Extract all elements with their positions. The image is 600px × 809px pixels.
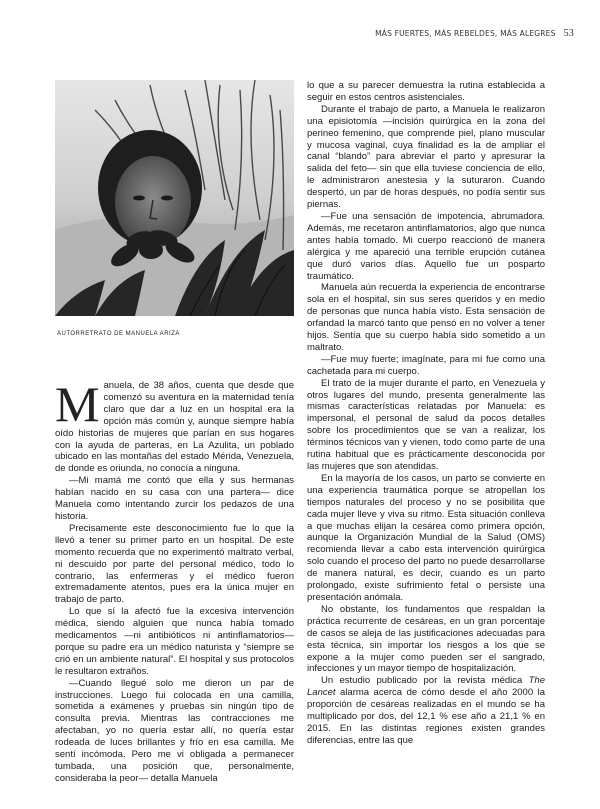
right-column [307, 80, 545, 747]
paragraph: Precisamente este desconocimiento fue lo que la llevó a tener su primer parto en un hospital. De este momento recuerda que no experimentó maltrato verbal, ni descuido por parte del personal médico, todo lo contrario, las enfermeras y el médico fueron extremadamente atentos, pues era la única mujer en trabajo de parto. [55, 522, 294, 606]
running-title: MÁS FUERTES, MÁS REBELDES, MÁS ALEGRES [375, 29, 556, 38]
paragraph [307, 675, 545, 746]
paragraph-text: anuela, de 38 años, cuenta que desde que comenzó su aventura en la maternidad tenía claro que dar a luz en un hospital era la opción más común y, aunque siempre había oído historias de mujeres que parían en sus hogares con la ayuda de parteras, en La Azulita, un poblado ubicado en las montañas del estado Mérida, Venezuela, de donde es oriunda, no conocía a ninguna. [55, 380, 294, 475]
left-column [55, 376, 294, 785]
page-number: 53 [563, 28, 574, 39]
paragraph: En la mayoría de los casos, un parto se convierte en una experiencia traumática porque se atropellan los tiempos naturales del proceso y no se posibilita que cada mujer lleve y viva su ritmo. Esta situación conlleva a que muchas elijan la cesárea como primera opción, aunque la Organización Mundial de la Salud (OMS) recomienda llevar a cabo esta intervención quirúrgica solo cuando el proceso del parto no puede desarrollarse de manera natural, es decir, cuando es un parto prolongado, existe sufrimiento fetal o persiste una presentación anómala. [307, 472, 545, 603]
paragraph: Lo que sí la afectó fue la excesiva intervención médica, siendo alguien que nunca había tomado medicamentos —ni antibióticos ni antinflamatorios— porque su padre era un médico naturista y “siempre se crió en un ambiente natural”. El hospital y sus protocolos le resultaron extraños. [55, 606, 294, 677]
paragraph-text: Un estudio publicado por la revista médica [321, 675, 529, 687]
paragraph: No obstante, los fundamentos que respaldan la práctica recurrente de cesáreas, en un gran porcentaje de casos se aleja de las justificaciones adecuadas para esta técnica, sin importar los riesgos a los que se expone a la mujer como pueden ser el sangrado, infecciones y un mayor tiempo de hospitalización. [307, 603, 545, 675]
paragraph: El trato de la mujer durante el parto, en Venezuela y otros lugares del mundo, presenta generalmente las mismas características relatadas por Manuela: es impersonal, el personal de salud da pocos detalles sobre los procedimientos que se van a realizar, los términos técnicos van y vienen, todo como parte de una rutina habitual que es prácticamente desconocida por las mujeres que son atendidas. [307, 377, 545, 472]
paragraph-text: alarma acerca de cómo desde el año 2000 la proporción de cesáreas realizadas en el mundo se ha multiplicado por dos, del 12,1 % ese año a 21,1 % en 2015. En las distintas regiones existen grandes diferencias, entre las que [307, 687, 545, 746]
paragraph: —Mi mamá me contó que ella y sus hermanas habían nacido en su casa con una partera— dice Manuela como intentando zurcir los pedazos de una historia. [55, 475, 294, 522]
photo-caption: AUTORRETRATO DE MANUELA ARIZA [57, 331, 180, 337]
paragraph: —Cuando llegué solo me dieron un par de instrucciones. Luego fui colocada en una camilla, sometida a exámenes y pruebas sin ningún tipo de consulta previa. Mientras las contracciones me afectaban, yo no quería estar allí, no quería estar rodeada de luces brillantes y frío en esa camilla. Me sentí incómoda. Pero me vi obligada a permanecer tumbada, una posición que, personalmente, consideraba la peor— detalla Manuela [55, 677, 294, 784]
journal-title: The Lancet [307, 675, 545, 699]
paragraph: —Fue muy fuerte; imagínate, para mí fue como una cachetada para mi cuerpo. [307, 353, 545, 377]
drop-cap: M [55, 376, 100, 432]
paragraph: lo que a su parecer demuestra la rutina establecida a seguir en estos centros asistenciales. [307, 80, 545, 103]
running-header [0, 28, 574, 39]
paragraph [55, 376, 294, 475]
paragraph: Durante el trabajo de parto, a Manuela le realizaron una episiotomía —incisión quirúrgica en la zona del perineo femenino, que comprende piel, plano muscular y mucosa vaginal, cuya finalidad es la de ampliar el canal “blando” para abreviar el parto y apresurar la salida del feto— sin que ella tuviese conciencia de ello, le administraron anestesia y la suturaron. Cuando despertó, un par de horas después, no podía sentir sus piernas. [307, 103, 545, 211]
self-portrait-photo [55, 80, 294, 316]
paragraph: Manuela aún recuerda la experiencia de encontrarse sola en el hospital, sin sus seres queridos y en medio de personas que nunca había visto. Esta sensación de orfandad la marcó tanto que pensó en no volver a tener hijos. Sentía que su cuerpo había sido sometido a un maltrato. [307, 282, 545, 353]
photo-illustration [55, 80, 294, 316]
paragraph: —Fue una sensación de impotencia, abrumadora. Además, me recetaron antinflamatorios, algo que nunca antes había tomado. Mi cuerpo reaccionó de manera alérgica y me apareció una terrible erupción cutánea que duró varios días. Aquello fue un posparto traumático. [307, 210, 545, 282]
